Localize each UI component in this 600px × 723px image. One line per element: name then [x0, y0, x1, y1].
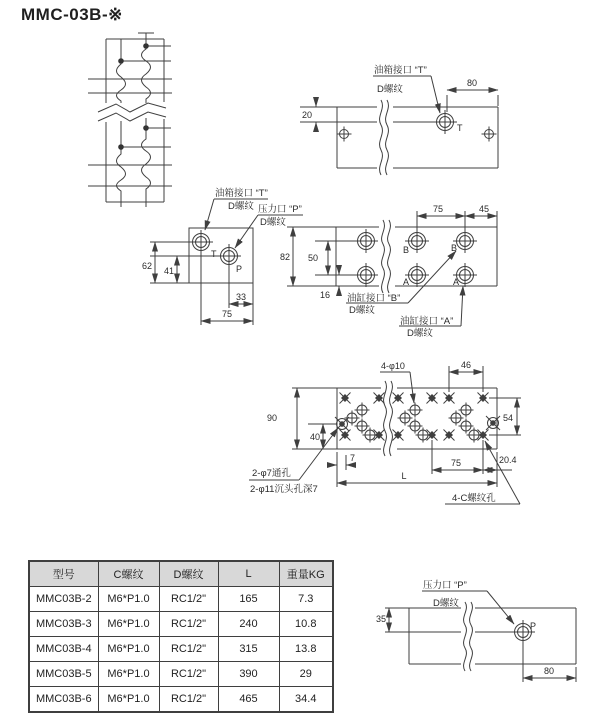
dim-90: 90: [266, 413, 278, 423]
port-label-t: T: [211, 249, 217, 259]
dim-33: 33: [235, 292, 247, 302]
callout-cylinder-port-a: 油缸接口 “A”: [400, 316, 454, 327]
table-row: [29, 662, 333, 687]
cell-c-thread: M6*P1.0: [98, 587, 159, 612]
callout-pressure-port: 压力口 “P”: [258, 204, 302, 215]
dim-20-4: 20.4: [499, 455, 517, 465]
col-header-weight: 重量KG: [279, 561, 333, 587]
cell-c-thread: M6*P1.0: [98, 612, 159, 637]
page-title: MMC-03B-※: [21, 5, 123, 24]
dim-L: L: [401, 471, 407, 481]
dim-50: 50: [307, 253, 318, 263]
cell-d-thread: RC1/2": [159, 612, 218, 637]
cell-weight: 7.3: [279, 587, 333, 612]
dim-82: 82: [279, 252, 290, 262]
callout-d-thread: D螺纹: [407, 328, 433, 339]
table-header-row: [29, 561, 333, 587]
cell-d-thread: RC1/2": [159, 587, 218, 612]
cell-c-thread: M6*P1.0: [98, 687, 159, 713]
dim-45: 45: [478, 204, 490, 214]
cell-weight: 34.4: [279, 687, 333, 713]
dim-75: 75: [221, 309, 233, 319]
table-row: [29, 637, 333, 662]
table-row: [29, 612, 333, 637]
table-row: [29, 587, 333, 612]
col-header-c-thread: C螺纹: [98, 561, 159, 587]
callout-d-thread: D螺纹: [377, 84, 403, 95]
dim-16: 16: [319, 290, 330, 300]
dim-62: 62: [141, 261, 152, 271]
col-header-l: L: [218, 561, 279, 587]
table-row: [29, 687, 333, 713]
dim-46: 46: [460, 360, 472, 370]
cell-c-thread: M6*P1.0: [98, 637, 159, 662]
spec-table: [28, 560, 334, 713]
callout-tank-port: 油箱接口 “T”: [215, 188, 268, 199]
cell-weight: 29: [279, 662, 333, 687]
cell-c-thread: M6*P1.0: [98, 662, 159, 687]
cell-d-thread: RC1/2": [159, 637, 218, 662]
cell-weight: 13.8: [279, 637, 333, 662]
callout-d-thread: D螺纹: [228, 201, 254, 212]
cell-weight: 10.8: [279, 612, 333, 637]
cell-d-thread: RC1/2": [159, 662, 218, 687]
callout-cylinder-port-b: 油缸接口 “B”: [347, 293, 401, 304]
cell-l: 465: [218, 687, 279, 713]
callout-d-thread: D螺纹: [349, 305, 375, 316]
mount-hole: [482, 127, 497, 142]
label-2-phi7: 2-φ7通孔: [252, 468, 291, 479]
dim-20: 20: [301, 110, 312, 120]
dim-80: 80: [543, 666, 555, 676]
drawing-front-view: [280, 204, 497, 339]
dim-7: 7: [350, 453, 356, 463]
col-header-model: 型号: [29, 561, 98, 587]
callout-tank-port: 油箱接口 “T”: [374, 65, 427, 76]
cell-l: 390: [218, 662, 279, 687]
port-label-a: A: [402, 277, 409, 287]
t-port-hole: [433, 110, 457, 134]
through-hole: [486, 416, 500, 430]
dim-41: 41: [163, 266, 174, 276]
callout-pressure-port: 压力口 “P”: [423, 580, 467, 591]
port-label-b: B: [450, 243, 457, 253]
cell-model: MMC03B-2: [29, 587, 98, 612]
hydraulic-symbol: [88, 33, 172, 207]
cell-model: MMC03B-4: [29, 637, 98, 662]
cell-model: MMC03B-3: [29, 612, 98, 637]
cell-l: 165: [218, 587, 279, 612]
drawing-side-view-p: [376, 579, 576, 682]
port-label-b: B: [402, 245, 409, 255]
cell-l: 240: [218, 612, 279, 637]
cell-model: MMC03B-6: [29, 687, 98, 713]
drawing-top-view-t: [300, 64, 498, 175]
dim-40: 40: [309, 432, 320, 442]
label-4c-thread: 4-C螺纹孔: [452, 493, 496, 504]
cell-l: 315: [218, 637, 279, 662]
drawing-end-view: [142, 187, 303, 325]
port-label-p: P: [236, 264, 243, 274]
port-label-p: P: [530, 621, 537, 631]
port-label-t: T: [457, 123, 463, 133]
dim-35: 35: [375, 614, 386, 624]
callout-d-thread: D螺纹: [433, 598, 459, 609]
col-header-d-thread: D螺纹: [159, 561, 218, 587]
dim-75: 75: [450, 458, 462, 468]
callout-d-thread: D螺纹: [260, 217, 286, 228]
dim-80: 80: [466, 78, 478, 88]
label-4-phi10: 4-φ10: [381, 361, 405, 371]
dim-54: 54: [502, 413, 513, 423]
port-label-a: A: [452, 277, 459, 287]
mount-hole: [337, 127, 352, 142]
cell-model: MMC03B-5: [29, 662, 98, 687]
label-2-phi11: 2-φ11沉头孔深7: [250, 484, 318, 495]
drawing-mounting-view: [249, 360, 521, 504]
dim-75: 75: [432, 204, 444, 214]
cell-d-thread: RC1/2": [159, 687, 218, 713]
